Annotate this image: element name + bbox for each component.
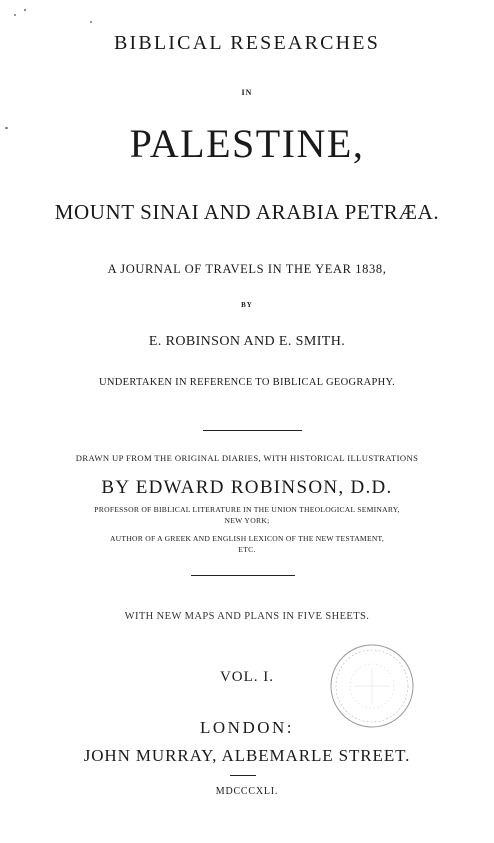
divider-rule-1 <box>203 430 302 431</box>
paper-speck <box>24 9 26 11</box>
by-label: BY <box>241 301 253 309</box>
maps-line: WITH NEW MAPS AND PLANS IN FIVE SHEETS. <box>124 611 370 622</box>
publisher-line: JOHN MURRAY, ALBEMARLE STREET. <box>83 746 411 765</box>
divider-rule-2 <box>191 575 295 576</box>
paper-speck <box>5 127 8 129</box>
year-line: MDCCCXLI. <box>215 786 279 797</box>
new-york-line: NEW YORK; <box>224 516 270 525</box>
etc-line: ETC. <box>238 545 256 554</box>
title-line-biblical-researches: BIBLICAL RESEARCHES <box>113 32 381 54</box>
author-of-line: AUTHOR OF A GREEK AND ENGLISH LEXICON OF THE NEW TESTAMENT, <box>109 534 385 543</box>
title-line-palestine: PALESTINE, <box>129 121 365 166</box>
authors-line: E. ROBINSON AND E. SMITH. <box>148 334 346 349</box>
volume-line: VOL. I. <box>219 669 275 685</box>
paper-speck <box>90 21 92 23</box>
london-line: LONDON: <box>200 718 294 737</box>
paper-speck <box>14 14 16 16</box>
professor-line: PROFESSOR OF BIBLICAL LITERATURE IN THE UNION THEOLOGICAL SEMINARY, <box>94 505 400 514</box>
divider-rule-3 <box>230 775 256 776</box>
by-author-line: BY EDWARD ROBINSON, D.D. <box>101 477 393 498</box>
title-line-mount-sinai: MOUNT SINAI AND ARABIA PETRÆA. <box>54 200 440 224</box>
journal-line: A JOURNAL OF TRAVELS IN THE YEAR 1838, <box>107 262 387 276</box>
drawn-up-line: DRAWN UP FROM THE ORIGINAL DIARIES, WITH HISTORICAL ILLUSTRATIONS <box>75 453 419 463</box>
title-line-in: IN <box>241 88 253 97</box>
undertaken-line: UNDERTAKEN IN REFERENCE TO BIBLICAL GEOGRAPHY. <box>98 377 396 388</box>
